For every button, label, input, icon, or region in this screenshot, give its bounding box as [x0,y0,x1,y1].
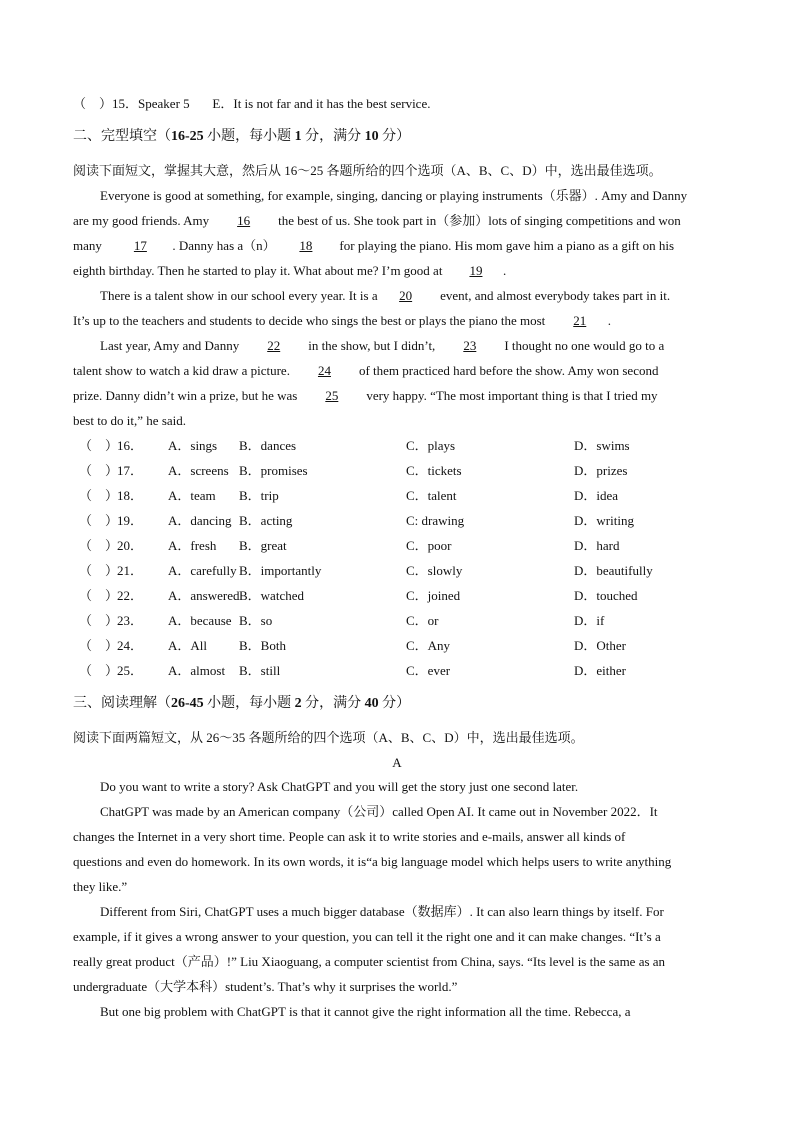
answer-paren[interactable]: （ ） [79,663,119,678]
passage-text: . [502,263,507,278]
passage-label: A [392,755,402,770]
answer-paren[interactable]: （ ） [79,613,119,628]
reading-line: they like.” [73,879,128,894]
passage-text: Last year, Amy and Danny [100,338,240,353]
option-c[interactable]: C．or [406,613,439,628]
passage-line [73,238,674,254]
blank-22[interactable]: 22 [267,338,281,353]
option-b[interactable]: B．dances [239,438,297,453]
passage-line [100,338,664,354]
answer-paren[interactable]: （ ） [79,513,119,528]
question-number: 16． [117,438,144,453]
option-letter: E． [212,96,234,111]
question-number: 15． [112,96,139,111]
passage-text: . Danny has a（n） [172,238,276,253]
option-c[interactable]: C．tickets [406,463,462,478]
option-b[interactable]: B．watched [239,588,304,603]
passage-text: . [607,313,611,328]
heading-total: 40 [364,696,379,711]
answer-paren[interactable]: （ ） [79,638,119,653]
question-number: 21． [117,563,144,578]
passage-text: the best of us. She took part in（参加）lots of singing competitions and won [278,213,681,228]
option-d[interactable]: D．either [574,663,626,678]
reading-line: ChatGPT was made by an American company（公司）called Open AI. It came out in November 2022．It [100,804,658,819]
option-a[interactable]: A．dancing [168,513,232,528]
passage-text: in the show, but I didn’t, [308,338,436,353]
option-b[interactable]: B．so [239,613,273,628]
heading-text: 分，满分 [301,129,365,144]
question-15-line [73,96,430,112]
heading-text: 小题，每小题 [203,129,295,144]
passage-line [73,313,611,329]
passage-line [73,263,506,279]
option-b[interactable]: B．acting [239,513,293,528]
reading-line: Different from Siri, ChatGPT uses a much bigger database（数据库）. It can also learn things by itself. For [100,904,664,919]
blank-23[interactable]: 23 [463,338,477,353]
option-row [73,613,773,629]
option-text: It is not far and it has the best service. [233,96,431,111]
option-a[interactable]: A．because [168,613,232,628]
passage-line: best to do it,” he said. [73,413,187,428]
option-row [73,463,773,479]
answer-paren: （ ） [73,96,113,111]
passage-text: for playing the piano. His mom gave him a piano as a gift on his [339,238,675,253]
option-d[interactable]: D．beautifully [574,563,653,578]
passage-line [73,388,658,404]
section-2-heading [73,129,410,145]
answer-paren[interactable]: （ ） [79,588,119,603]
reading-line: example, if it gives a wrong answer to your question, you can tell it the right one and it can make changes. “It’s a [73,929,661,944]
option-c[interactable]: C．poor [406,538,452,553]
option-a[interactable]: A．fresh [168,538,217,553]
option-d[interactable]: D．idea [574,488,619,503]
option-c[interactable]: C．slowly [406,563,463,578]
option-d[interactable]: D．hard [574,538,620,553]
question-number: 22． [117,588,144,603]
option-b[interactable]: B．importantly [239,563,322,578]
heading-range: 16-25 [171,129,204,144]
question-number: 23． [117,613,144,628]
section-3-heading [73,696,410,712]
passage-text: event, and almost everybody takes part in it. [440,288,671,303]
speaker-label: Speaker 5 [138,96,190,111]
option-c[interactable]: C．plays [406,438,456,453]
heading-text: 分） [378,696,411,711]
blank-24[interactable]: 24 [317,363,331,378]
option-b[interactable]: B．Both [239,638,286,653]
option-a[interactable]: A．carefully [168,563,237,578]
option-row [73,538,773,554]
option-d[interactable]: D．swims [574,438,630,453]
option-b[interactable]: B．still [239,663,281,678]
blank-20[interactable]: 20 [399,288,413,303]
heading-text: 二、完型填空（ [73,129,171,144]
passage-text: It’s up to the teachers and students to decide who sings the best or plays the piano the most [73,313,546,328]
answer-paren[interactable]: （ ） [79,463,119,478]
option-row [73,638,773,654]
reading-line: changes the Internet in a very short time. People can ask it to write stories and e-mails, answer all kinds of [73,829,626,844]
passage-line [73,213,681,229]
heading-score: 1 [294,129,302,144]
section-2-instruction: 阅读下面短文，掌握其大意，然后从 16～25 各题所给的四个选项（A、B、C、D）中，选出最佳选项。 [73,163,662,178]
option-b[interactable]: B．great [239,538,287,553]
reading-line: Do you want to write a story? Ask ChatGPT and you will get the story just one second later. [100,779,579,794]
section-3-instruction: 阅读下面两篇短文，从 26～35 各题所给的四个选项（A、B、C、D）中，选出最佳选项。 [73,730,584,745]
question-number: 18． [117,488,144,503]
option-row [73,663,773,679]
heading-score: 2 [294,696,302,711]
option-row [73,563,773,579]
option-a[interactable]: A．screens [168,463,229,478]
option-d[interactable]: D．writing [574,513,634,528]
option-b[interactable]: B．promises [239,463,308,478]
question-number: 19． [117,513,144,528]
option-c[interactable]: C．ever [406,663,451,678]
blank-18[interactable]: 18 [299,238,313,253]
blank-21[interactable]: 21 [573,313,587,328]
reading-line: But one big problem with ChatGPT is that it cannot give the right information all the time. Rebecca, a [100,1004,631,1019]
option-c[interactable]: C．talent [406,488,457,503]
passage-text: talent show to watch a kid draw a picture. [73,363,290,378]
answer-paren[interactable]: （ ） [79,438,119,453]
option-row [73,513,773,529]
heading-total: 10 [364,129,379,144]
answer-paren[interactable]: （ ） [79,538,119,553]
passage-text: many [73,238,102,253]
blank-25[interactable]: 25 [325,388,339,403]
question-number: 24． [117,638,144,653]
option-a[interactable]: A．sings [168,438,218,453]
question-number: 17． [117,463,144,478]
option-a[interactable]: A．answered [168,588,240,603]
heading-range: 26-45 [171,696,204,711]
heading-text: 分，满分 [301,696,365,711]
heading-text: 小题，每小题 [203,696,295,711]
option-c[interactable]: C: drawing [406,513,465,528]
option-a[interactable]: A．All [168,638,208,653]
option-d[interactable]: D．prizes [574,463,628,478]
option-b[interactable]: B．trip [239,488,279,503]
blank-17[interactable]: 17 [133,238,147,253]
option-row [73,588,773,604]
blank-16[interactable]: 16 [237,213,251,228]
heading-text: 三、阅读理解（ [73,696,171,711]
answer-paren[interactable]: （ ） [79,563,119,578]
option-c[interactable]: C．joined [406,588,461,603]
passage-text: eighth birthday. Then he started to play it. What about me? I’m good at [73,263,443,278]
option-d[interactable]: D．if [574,613,605,628]
option-row [73,438,773,454]
passage-text: I thought no one would go to a [504,338,665,353]
blank-19[interactable]: 19 [469,263,483,278]
reading-line: undergraduate（大学本科）student’s. That’s why it surprises the world.” [73,979,458,994]
option-c[interactable]: C．Any [406,638,451,653]
answer-paren[interactable]: （ ） [79,488,119,503]
passage-line [73,363,658,379]
option-d[interactable]: D．Other [574,638,626,653]
passage-text: There is a talent show in our school every year. It is a [100,288,378,303]
question-number: 20． [117,538,144,553]
passage-text: very happy. “The most important thing is that I tried my [366,388,658,403]
option-row [73,488,773,504]
option-d[interactable]: D．touched [574,588,638,603]
option-a[interactable]: A．team [168,488,216,503]
passage-line [100,288,670,304]
heading-text: 分） [378,129,411,144]
passage-text: prize. Danny didn’t win a prize, but he was [73,388,298,403]
passage-text: are my good friends. Amy [73,213,210,228]
reading-line: questions and even do homework. In its own words, it is“a big language model which helps users to write anything [73,854,672,869]
passage-line: Everyone is good at something, for example, singing, dancing or playing instruments（乐器）. Amy and Danny [100,188,688,203]
option-a[interactable]: A．almost [168,663,226,678]
reading-line: really great product（产品）!” Liu Xiaoguang, a computer scientist from China, says. “Its level is the same as an [73,954,666,969]
passage-text: of them practiced hard before the show. Amy won second [358,363,659,378]
question-number: 25． [117,663,144,678]
